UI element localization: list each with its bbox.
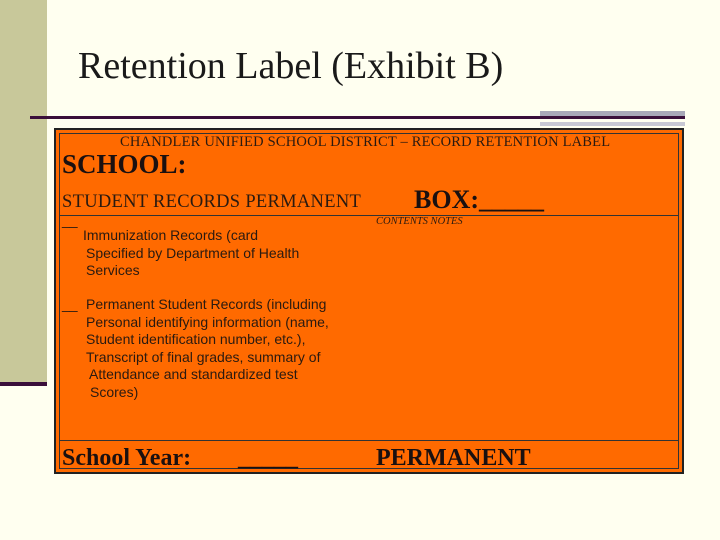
item-line: Student identification number, etc.), [86, 331, 306, 347]
label-divider-bottom [59, 440, 679, 441]
item-line: Attendance and standardized test [89, 366, 298, 382]
checkbox-blank-1: __ [62, 212, 78, 228]
box-label: BOX:_____ [414, 185, 544, 214]
school-year-label: School Year: [62, 445, 192, 471]
item-line: Specified by Department of Health [86, 244, 300, 261]
item-line: Personal identifying information (name, [86, 313, 329, 330]
slide-title: Retention Label (Exhibit B) [78, 45, 504, 87]
item-line: Permanent Student Records (including [86, 296, 327, 312]
label-divider-top [59, 215, 679, 216]
list-item-immunization [83, 227, 299, 280]
list-item-permanent-records [86, 296, 329, 401]
contents-notes-label: CONTENTS NOTES [376, 216, 463, 227]
permanent-label: PERMANENT [376, 445, 531, 471]
item-line: Services [86, 262, 140, 278]
item-line: Immunization Records (card [83, 227, 259, 243]
checkbox-blank-2: __ [62, 296, 78, 312]
title-rule-accent-lower [540, 122, 685, 126]
retention-label-card [54, 128, 684, 474]
school-year-blank: _____ [238, 445, 298, 471]
school-label: SCHOOL: [62, 149, 187, 179]
title-divider [30, 116, 685, 119]
side-accent-rule [0, 382, 47, 386]
student-records-permanent: STUDENT RECORDS PERMANENT [62, 192, 362, 212]
item-line: Transcript of final grades, summary of [86, 348, 321, 365]
side-accent-bar [0, 0, 47, 386]
district-header: CHANDLER UNIFIED SCHOOL DISTRICT – RECORD RETENTION LABEL [120, 134, 611, 150]
item-line: Scores) [90, 383, 139, 400]
